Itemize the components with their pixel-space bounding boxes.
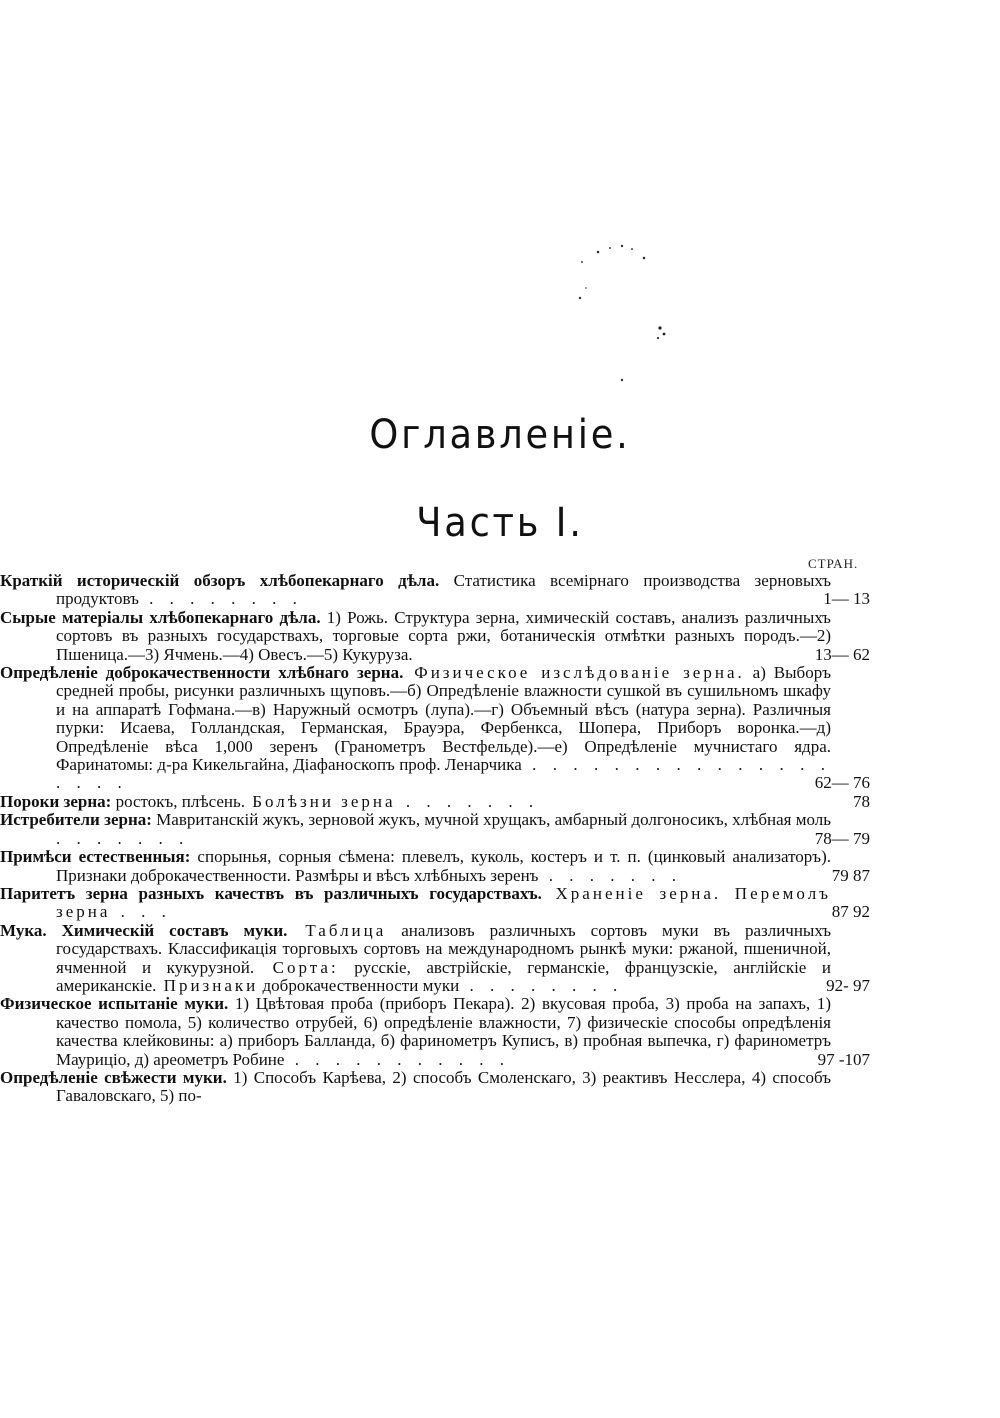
toc-entry-text	[0, 848, 831, 885]
entry-leader: . . . . . . . .	[459, 975, 624, 995]
entry-desc: анализовъ различныхъ сортовъ муки въ различныхъ государствахъ. Классификація торговыхъ сортовъ на международномъ рынкѣ муки: ржаной, пшеничной, ячменной и кукурузной.	[56, 920, 832, 977]
entry-pages: 62— 76	[814, 773, 870, 793]
entry-desc: Статистика всемірнаго производства зерновыхъ продуктовъ	[56, 571, 832, 609]
entry-heading: Физическое испытаніе муки.	[0, 994, 229, 1014]
toc-entry-text	[0, 609, 831, 664]
entry-heading: Краткій историческій обзоръ хлѣбопекарнаго дѣла.	[0, 571, 440, 590]
entry-heading: Мука. Химическій составъ муки.	[0, 920, 288, 940]
entry-desc: ростокъ, плѣсень.	[111, 791, 245, 811]
toc-entry	[0, 922, 1000, 996]
entry-leader: . . . . . . .	[538, 865, 682, 885]
entry-pages: 78	[853, 791, 870, 811]
entry-desc: спорынья, сорныя сѣмена: плевелъ, куколь, костеръ и т. п. (цинковый анализаторъ). Признаки доброкачественности. Размѣры и вѣсъ хлѣбныхъ зеренъ	[56, 847, 831, 885]
toc-entry-text	[0, 664, 831, 793]
toc-entry-text	[0, 811, 831, 848]
part-heading: Часть I.	[416, 500, 584, 546]
entry-pages: 78— 79	[814, 828, 870, 848]
entry-leader: . . . . . . . .	[138, 589, 303, 609]
entry-pages: 79 87	[831, 865, 870, 885]
entry-heading: Примѣси естественныя:	[0, 847, 191, 867]
toc-entry	[0, 885, 1000, 922]
toc-entry-text	[0, 995, 831, 1069]
entry-desc: русскіе, австрійскіе, германскіе, французскіе, англійскіе и американскіе.	[56, 957, 831, 995]
entry-spaced: Сорта:	[254, 957, 339, 977]
entry-heading: Пороки зерна:	[0, 791, 112, 811]
entry-pages: 13— 62	[814, 644, 870, 664]
entry-pages: 97 -107	[817, 1049, 870, 1069]
entry-heading: Опредѣленіе доброкачественности хлѣбнаго зерна.	[0, 663, 404, 683]
toc-entry	[0, 811, 1000, 848]
entry-spaced: Признаки	[156, 975, 259, 995]
entry-pages: 92- 97	[826, 975, 870, 995]
toc-entry-text	[0, 1069, 831, 1106]
toc-entry	[0, 848, 1000, 885]
page-column-header: СТРАН.	[808, 556, 859, 571]
entry-desc: а) Выборъ средней пробы, рисунки различныхъ щуповъ.—б) Опредѣленіе влажности сушкой въ сушильномъ шкафу и на аппаратѣ Гофмана.—в) Наружный осмотръ (лупа).—г) Объемный вѣсъ (натура зерна). Различныя пурки: Исаева, Голландская, Германская, Брауэра, Фербенкса, Шопера, Приборъ воронка.—д) Опредѣленіе вѣса 1,000 зеренъ (Гранометръ Вестфельде).—е) Опредѣленіе мучнистаго ядра. Фаринатомы: д-ра Кикельгайна, Діафаноскопъ проф. Ленарчика	[56, 663, 831, 775]
entry-spaced: Таблица	[287, 920, 387, 940]
toc-entry	[0, 664, 1000, 793]
toc-entry	[0, 793, 1000, 811]
scan-specks	[560, 230, 680, 400]
toc-entry	[0, 995, 1000, 1069]
entry-heading: Сырые матеріалы хлѣбопекарнаго дѣла.	[0, 607, 321, 627]
toc-entry	[0, 609, 1000, 664]
entry-pages: 1— 13	[823, 589, 870, 609]
entry-heading: Опредѣленіе свѣжести муки.	[0, 1067, 227, 1087]
table-of-contents	[0, 572, 1000, 1106]
entry-pages: 87 92	[831, 902, 870, 922]
entry-spaced: Физическое изслѣдованіе зерна.	[403, 663, 745, 683]
entry-desc: 1) Цвѣтовая проба (приборъ Пекара). 2) вкусовая проба, 3) проба на запахъ, 1) качество помола, 5) количество отрубей, 6) опредѣленіе влажности, 7) физическіе способы опредѣленія качества клейковины: а) приборъ Балланда, б) фаринометръ Куписъ, в) пробная выпечка, г) фаринометръ Мауриціо, д) ареометръ Робине	[56, 994, 831, 1069]
toc-entry-text	[0, 793, 831, 811]
entry-leader: . . . . . . .	[56, 828, 190, 848]
entry-leader: . . . . . . . . . . .	[284, 1049, 510, 1069]
entry-heading: Истребители зерна:	[0, 810, 152, 830]
entry-desc: Мавританскій жукъ, зерновой жукъ, мучной хрущакъ, амбарный долгоносикъ, хлѣбная моль	[151, 810, 832, 830]
entry-desc: 1) Рожь. Структура зерна, химическій составъ, анализъ различныхъ сортовъ въ разныхъ государствахъ, торговые сорта ржи, ботаническія отмѣтки разныхъ породъ.—2) Пшеница.—3) Ячмень.—4) Овесъ.—5) Кукуруза.	[56, 607, 831, 664]
entry-leader: . . . . . . . . . . . . . . . . . . .	[56, 755, 832, 793]
page-title: Оглавленіе.	[369, 412, 631, 458]
toc-entry	[0, 1069, 1000, 1106]
entry-desc: доброкачественности муки	[258, 975, 460, 995]
entry-heading: Паритетъ зерна разныхъ качествъ въ различныхъ государствахъ.	[0, 883, 542, 903]
toc-entry-text	[0, 572, 831, 609]
toc-entry	[0, 572, 1000, 609]
toc-entry-text	[0, 885, 831, 922]
entry-leader: . . . . . . .	[395, 791, 540, 811]
entry-spaced: Храненіе зерна. Перемолъ зерна	[56, 883, 831, 922]
toc-entry-text	[0, 922, 831, 996]
entry-desc: 1) Способъ Карѣева, 2) способъ Смоленскаго, 3) реактивъ Несслера, 4) способъ Гаваловскаго, 5) по-	[56, 1067, 831, 1106]
entry-spaced: Болѣзни зерна	[245, 791, 396, 811]
entry-leader: . . .	[110, 902, 172, 922]
